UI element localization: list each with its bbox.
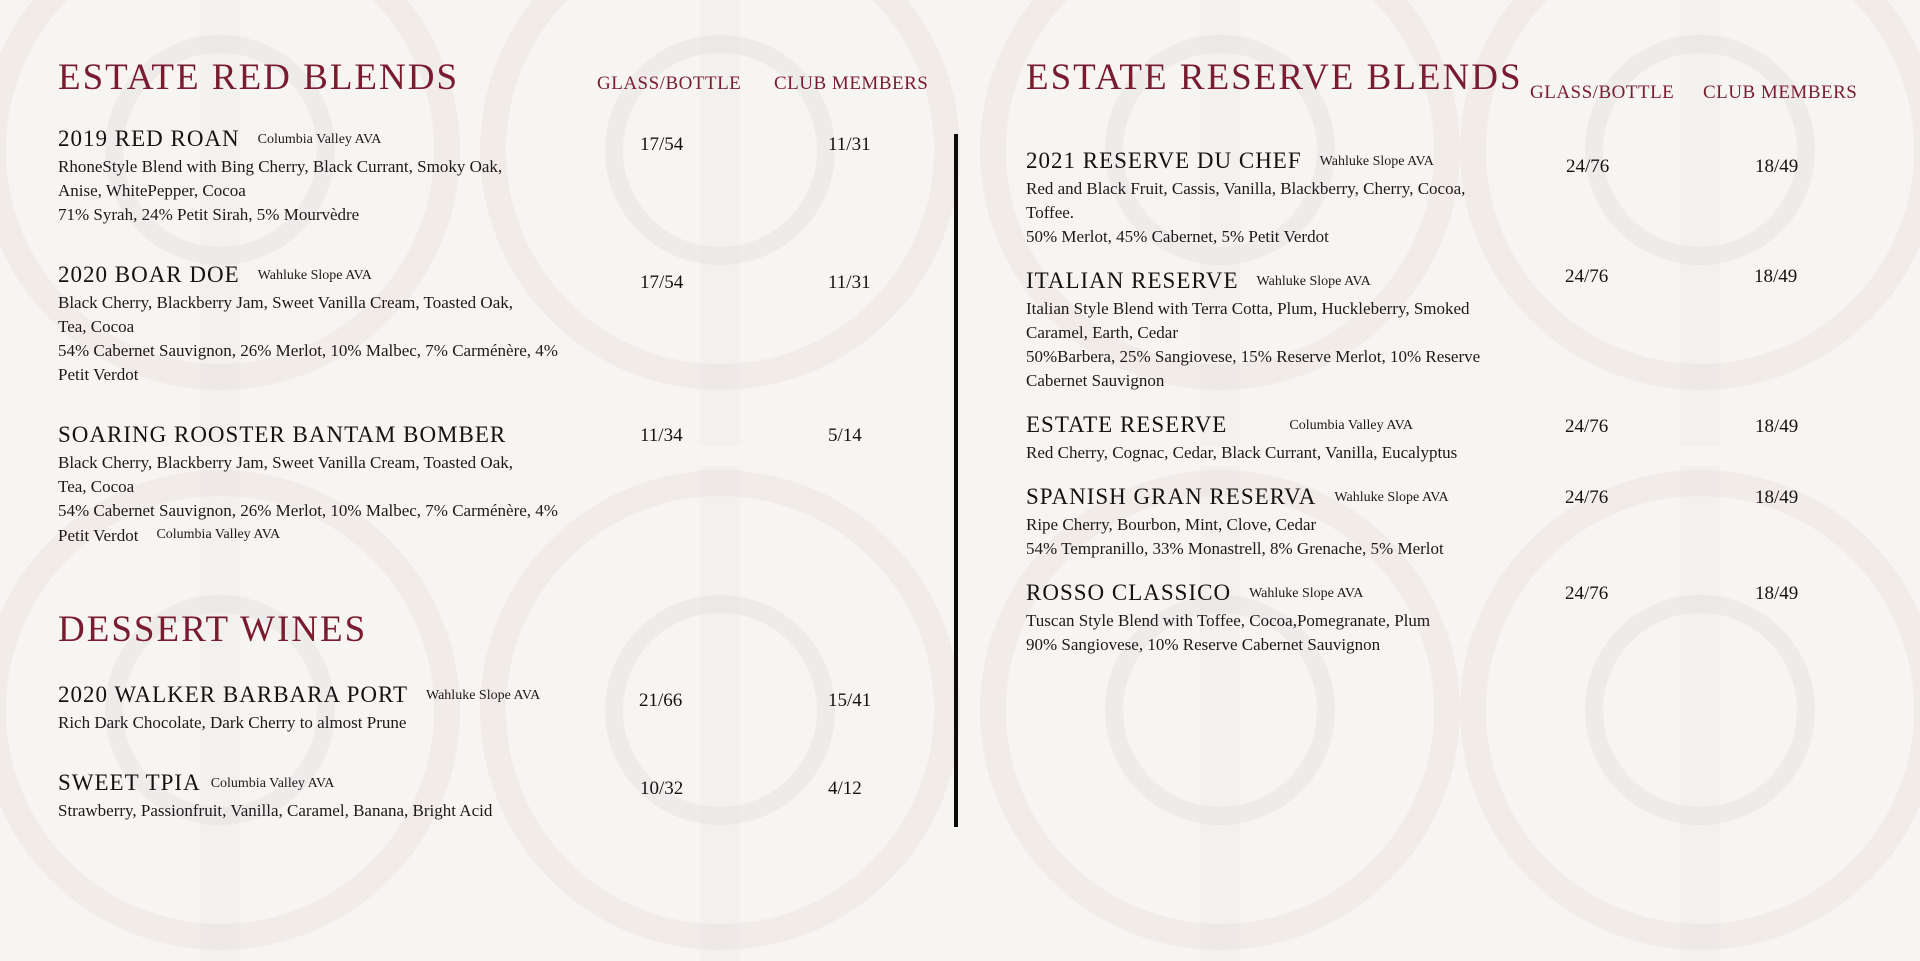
wine-ava: Wahluke Slope AVA bbox=[1319, 154, 1434, 169]
wine-desc-line: Tea, Cocoa bbox=[58, 317, 135, 336]
wine-description bbox=[1026, 513, 1546, 561]
wine-blend-line: 50%Barbera, 25% Sangiovese, 15% Reserve Merlot, 10% Reserve bbox=[1026, 347, 1481, 366]
wine-club-price: 5/14 bbox=[828, 425, 862, 446]
wine-item bbox=[1026, 268, 1546, 393]
wine-ava: Columbia Valley AVA bbox=[257, 132, 382, 147]
wine-item bbox=[58, 682, 618, 735]
wine-item bbox=[58, 422, 618, 548]
red-glass-bottle-header: GLASS/BOTTLE bbox=[597, 73, 742, 94]
wine-description bbox=[58, 799, 618, 823]
wine-item bbox=[1026, 412, 1546, 465]
wine-name: SWEET TPIA bbox=[58, 770, 201, 795]
wine-description bbox=[1026, 609, 1546, 657]
wine-ava: Wahluke Slope AVA bbox=[1256, 274, 1371, 289]
wine-item bbox=[1026, 484, 1546, 561]
wine-blend-line: 54% Tempranillo, 33% Monastrell, 8% Grenache, 5% Merlot bbox=[1026, 539, 1444, 558]
wine-name: 2020 WALKER BARBARA PORT bbox=[58, 682, 408, 707]
wine-item bbox=[1026, 580, 1546, 657]
wine-glass-bottle-price: 24/76 bbox=[1565, 487, 1609, 508]
right-page bbox=[955, 0, 1920, 961]
wine-club-price: 18/49 bbox=[1755, 416, 1799, 437]
wine-description bbox=[1026, 297, 1546, 393]
wine-desc-line: Black Cherry, Blackberry Jam, Sweet Vanilla Cream, Toasted Oak, bbox=[58, 453, 514, 472]
wine-description bbox=[58, 291, 618, 387]
wine-desc-line: Tuscan Style Blend with Toffee, Cocoa,Pomegranate, Plum bbox=[1026, 611, 1431, 630]
wine-description bbox=[1026, 177, 1546, 249]
dessert-wines-title: DESSERT WINES bbox=[58, 609, 368, 650]
wine-desc-line: RhoneStyle Blend with Bing Cherry, Black Currant, Smoky Oak, bbox=[58, 157, 503, 176]
wine-ava: Wahluke Slope AVA bbox=[257, 268, 372, 283]
wine-club-price: 18/49 bbox=[1755, 487, 1799, 508]
wine-description bbox=[1026, 441, 1546, 465]
wine-name: SOARING ROOSTER BANTAM BOMBER bbox=[58, 422, 507, 447]
wine-glass-bottle-price: 10/32 bbox=[640, 778, 684, 799]
wine-ava: Columbia Valley AVA bbox=[1289, 418, 1414, 433]
wine-glass-bottle-price: 11/34 bbox=[640, 425, 683, 446]
wine-desc-line: Black Cherry, Blackberry Jam, Sweet Vanilla Cream, Toasted Oak, bbox=[58, 293, 514, 312]
wine-description bbox=[58, 711, 618, 735]
wine-ava: Wahluke Slope AVA bbox=[426, 688, 541, 703]
left-page bbox=[0, 0, 955, 961]
wine-blend-line: 71% Syrah, 24% Petit Sirah, 5% Mourvèdre bbox=[58, 205, 360, 224]
wine-club-price: 18/49 bbox=[1755, 156, 1799, 177]
wine-blend-line: Petit Verdot bbox=[58, 526, 139, 545]
wine-desc-line: Anise, WhitePepper, Cocoa bbox=[58, 181, 246, 200]
wine-desc-line: Italian Style Blend with Terra Cotta, Plum, Huckleberry, Smoked bbox=[1026, 299, 1470, 318]
wine-desc-line: Toffee. bbox=[1026, 203, 1075, 222]
estate-reserve-blends-title: ESTATE RESERVE BLENDS bbox=[1026, 57, 1523, 98]
wine-item bbox=[58, 126, 618, 227]
wine-desc-line: Tea, Cocoa bbox=[58, 477, 135, 496]
wine-glass-bottle-price: 21/66 bbox=[639, 690, 683, 711]
wine-club-price: 11/31 bbox=[828, 272, 871, 293]
wine-glass-bottle-price: 17/54 bbox=[640, 134, 684, 155]
wine-blend-line: Petit Verdot bbox=[58, 365, 139, 384]
wine-desc-line: Caramel, Earth, Cedar bbox=[1026, 323, 1178, 342]
wine-blend-line: Cabernet Sauvignon bbox=[1026, 371, 1165, 390]
wine-desc-line: Rich Dark Chocolate, Dark Cherry to almost Prune bbox=[58, 713, 407, 732]
wine-blend-line: 50% Merlot, 45% Cabernet, 5% Petit Verdot bbox=[1026, 227, 1329, 246]
red-club-members-header: CLUB MEMBERS bbox=[774, 73, 929, 94]
wine-ava: Columbia Valley AVA bbox=[156, 527, 281, 542]
wine-item bbox=[1026, 148, 1546, 249]
wine-name: ESTATE RESERVE bbox=[1026, 412, 1228, 437]
wine-ava: Wahluke Slope AVA bbox=[1334, 490, 1449, 505]
reserve-glass-bottle-header: GLASS/BOTTLE bbox=[1530, 82, 1675, 103]
wine-description bbox=[58, 155, 618, 227]
wine-item bbox=[58, 262, 618, 387]
wine-club-price: 15/41 bbox=[828, 690, 872, 711]
wine-ava: Columbia Valley AVA bbox=[210, 776, 335, 791]
wine-club-price: 18/49 bbox=[1754, 266, 1798, 287]
estate-red-blends-title: ESTATE RED BLENDS bbox=[58, 57, 460, 98]
wine-glass-bottle-price: 24/76 bbox=[1566, 156, 1610, 177]
wine-glass-bottle-price: 24/76 bbox=[1565, 266, 1609, 287]
wine-blend-line: 54% Cabernet Sauvignon, 26% Merlot, 10% Malbec, 7% Carménère, 4% bbox=[58, 341, 558, 360]
wine-name: ROSSO CLASSICO bbox=[1026, 580, 1232, 605]
wine-desc-line: Red Cherry, Cognac, Cedar, Black Currant, Vanilla, Eucalyptus bbox=[1026, 443, 1458, 462]
wine-name: 2020 BOAR DOE bbox=[58, 262, 240, 287]
wine-glass-bottle-price: 24/76 bbox=[1565, 583, 1609, 604]
wine-desc-line: Red and Black Fruit, Cassis, Vanilla, Blackberry, Cherry, Cocoa, bbox=[1026, 179, 1466, 198]
wine-ava: Wahluke Slope AVA bbox=[1249, 586, 1364, 601]
wine-name: ITALIAN RESERVE bbox=[1026, 268, 1239, 293]
wine-club-price: 18/49 bbox=[1755, 583, 1799, 604]
wine-club-price: 4/12 bbox=[828, 778, 862, 799]
wine-desc-line: Ripe Cherry, Bourbon, Mint, Clove, Cedar bbox=[1026, 515, 1317, 534]
wine-name: 2021 RESERVE DU CHEF bbox=[1026, 148, 1302, 173]
wine-blend-line: 54% Cabernet Sauvignon, 26% Merlot, 10% Malbec, 7% Carménère, 4% bbox=[58, 501, 558, 520]
wine-glass-bottle-price: 24/76 bbox=[1565, 416, 1609, 437]
wine-name: 2019 RED ROAN bbox=[58, 126, 240, 151]
wine-item bbox=[58, 770, 618, 823]
wine-blend-line: 90% Sangiovese, 10% Reserve Cabernet Sauvignon bbox=[1026, 635, 1381, 654]
reserve-club-members-header: CLUB MEMBERS bbox=[1703, 82, 1858, 103]
wine-glass-bottle-price: 17/54 bbox=[640, 272, 684, 293]
wine-description bbox=[58, 451, 618, 548]
wine-desc-line: Strawberry, Passionfruit, Vanilla, Caramel, Banana, Bright Acid bbox=[58, 801, 493, 820]
wine-club-price: 11/31 bbox=[828, 134, 871, 155]
wine-name: SPANISH GRAN RESERVA bbox=[1026, 484, 1317, 509]
